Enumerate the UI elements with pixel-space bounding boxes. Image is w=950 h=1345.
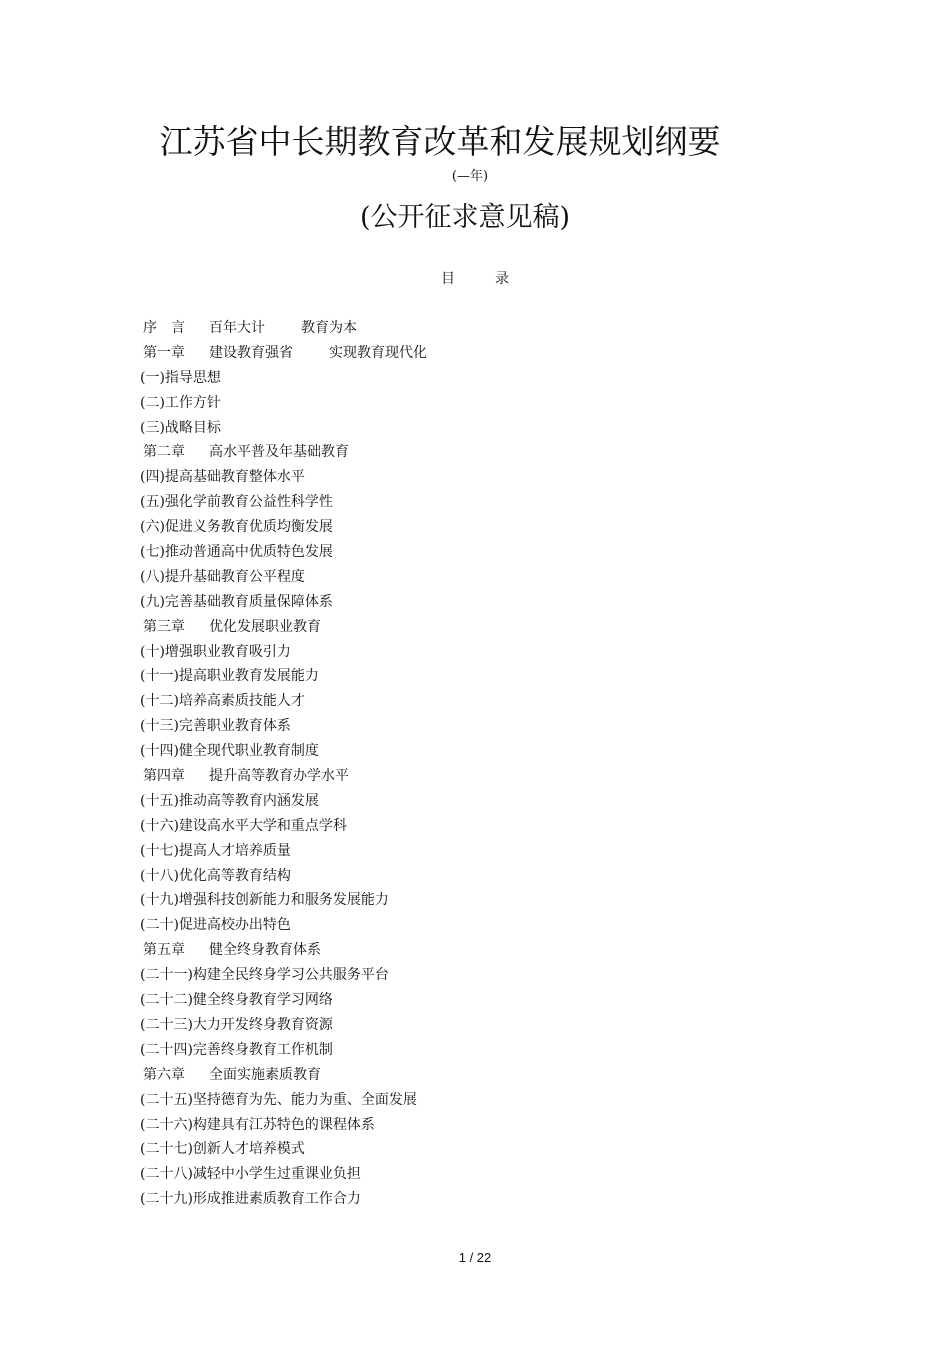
toc-chapter-title: 健全终身教育体系	[209, 942, 321, 959]
toc-chapter-item	[143, 765, 843, 790]
toc-chapter-label: 第一章	[143, 344, 185, 361]
toc-section-item: (十三)完善职业教育体系	[140, 718, 291, 735]
toc-section-item: (四)提高基础教育整体水平	[140, 469, 305, 486]
toc-section-item: (十七)提高人才培养质量	[140, 842, 291, 859]
toc-chapter-title: 高水平普及年基础教育	[209, 444, 349, 461]
toc-section-item: (二十四)完善终身教育工作机制	[140, 1041, 333, 1058]
toc-chapter-item	[143, 317, 843, 342]
toc-chapter-label: 序 言	[143, 320, 185, 336]
toc-chapter-label: 第三章	[143, 618, 185, 635]
toc-chapter-item	[143, 939, 843, 964]
toc-chapter-title: 提升高等教育办学水平	[209, 768, 349, 785]
toc-section-item: (十五)推动高等教育内涵发展	[140, 792, 319, 809]
toc-chapter-label: 第五章	[143, 942, 185, 959]
toc-chapter-subtitle: 教育为本	[301, 320, 357, 336]
document-subtitle: (公开征求意见稿)	[359, 202, 571, 233]
toc-section-item: (十九)增强科技创新能力和服务发展能力	[140, 892, 389, 909]
toc-section-item: (十)增强职业教育吸引力	[140, 643, 291, 660]
toc-section-item: (二十五)坚持德育为先、能力为重、全面发展	[140, 1091, 417, 1108]
toc-section-item: (五)强化学前教育公益性科学性	[140, 494, 333, 511]
toc-section-item: (七)推动普通高中优质特色发展	[140, 544, 333, 561]
toc-section-item: (二十一)构建全民终身学习公共服务平台	[140, 967, 389, 984]
toc-heading-char-2: 录	[495, 271, 509, 287]
toc-section-item: (二十)促进高校办出特色	[140, 917, 291, 934]
toc-chapter-subtitle: 实现教育现代化	[329, 344, 427, 361]
toc-chapter-title: 建设教育强省	[209, 344, 293, 361]
page-number: 1 / 22	[458, 1250, 492, 1265]
toc-section-item: (二十九)形成推进素质教育工作合力	[140, 1191, 361, 1208]
toc-section-item: (二十三)大力开发终身教育资源	[140, 1016, 333, 1033]
toc-heading	[0, 268, 950, 290]
toc-section-item: (九)完善基础教育质量保障体系	[140, 593, 333, 610]
toc-chapter-item	[143, 1064, 843, 1089]
toc-section-item: (十一)提高职业教育发展能力	[140, 668, 319, 685]
toc-chapter-label: 第六章	[143, 1066, 185, 1083]
toc-section-item: (三)战略目标	[140, 419, 221, 436]
toc-section-item: (二十七)创新人才培养模式	[140, 1141, 305, 1158]
toc-chapter-item	[143, 616, 843, 641]
toc-section-item: (一)指导思想	[140, 369, 221, 386]
toc-heading-char-1: 目	[441, 271, 455, 287]
toc-section-item: (二十二)健全终身教育学习网络	[140, 992, 333, 1009]
toc-chapter-item	[143, 342, 843, 367]
table-of-contents	[140, 317, 843, 1213]
toc-section-item: (十二)培养高素质技能人才	[140, 693, 305, 710]
toc-section-item: (十六)建设高水平大学和重点学科	[140, 817, 347, 834]
toc-chapter-title: 优化发展职业教育	[209, 618, 321, 635]
document-title: 江苏省中长期教育改革和发展规划纲要	[159, 122, 721, 161]
toc-section-item: (十八)优化高等教育结构	[140, 867, 291, 884]
toc-chapter-title: 百年大计	[209, 320, 265, 336]
toc-section-item: (十四)健全现代职业教育制度	[140, 743, 319, 760]
toc-chapter-item	[143, 441, 843, 466]
toc-section-item: (六)促进义务教育优质均衡发展	[140, 519, 333, 536]
toc-section-item: (二)工作方针	[140, 394, 221, 411]
toc-section-item: (二十八)减轻中小学生过重课业负担	[140, 1166, 361, 1183]
toc-section-item: (二十六)构建具有江苏特色的课程体系	[140, 1116, 375, 1133]
toc-section-item: (八)提升基础教育公平程度	[140, 568, 305, 585]
toc-chapter-label: 第四章	[143, 768, 185, 785]
toc-chapter-label: 第二章	[143, 444, 185, 461]
toc-chapter-title: 全面实施素质教育	[209, 1066, 321, 1083]
document-years: (—年)	[451, 169, 489, 184]
